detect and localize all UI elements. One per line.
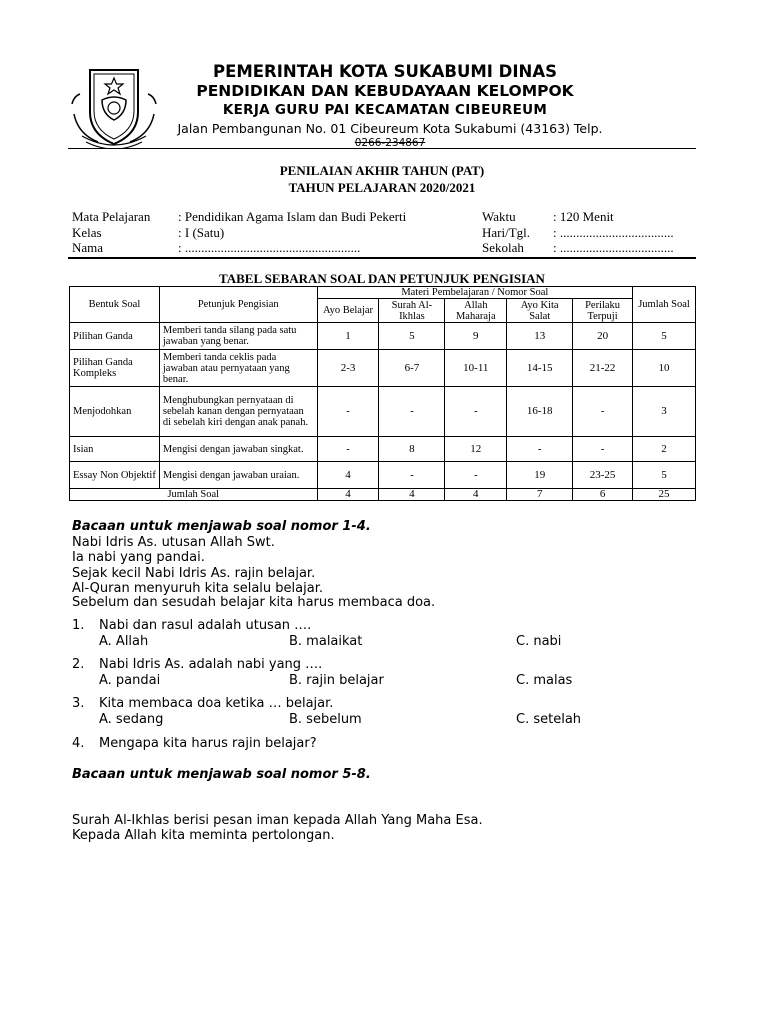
cell-surah-al-ikhlas: - <box>379 462 445 489</box>
reading-1-title: Bacaan untuk menjawab soal nomor 1-4. <box>72 519 371 534</box>
cell-allah-maharaja: - <box>445 387 507 437</box>
header-bentuk-soal: Bentuk Soal <box>70 287 160 323</box>
header-ayo-belajar: Ayo Belajar <box>317 299 379 323</box>
letterhead-divider <box>68 148 696 149</box>
reading-1-line: Ia nabi yang pandai. <box>72 550 205 565</box>
cell-ayo-kita-salat: 16-18 <box>507 387 573 437</box>
letterhead-line-1: PEMERINTAH KOTA SUKABUMI DINAS <box>213 62 557 81</box>
question-1-number: 1. <box>72 618 85 633</box>
header-perilaku-terpuji: Perilaku Terpuji <box>573 299 633 323</box>
cell-perilaku-terpuji: 20 <box>573 323 633 350</box>
reading-1-line: Nabi Idris As. utusan Allah Swt. <box>72 535 275 550</box>
cell-allah-maharaja: 9 <box>445 323 507 350</box>
question-2-option-c[interactable]: C. malas <box>516 673 573 688</box>
header-materi: Materi Pembelajaran / Nomor Soal <box>317 287 632 299</box>
table-title: TABEL SEBARAN SOAL DAN PETUNJUK PENGISIAN <box>219 271 545 286</box>
cell-jumlah: 5 <box>633 462 696 489</box>
cell-ayo-belajar: 2-3 <box>317 350 379 387</box>
cell-ayo-belajar: - <box>317 387 379 437</box>
cell-total-ayo-belajar: 4 <box>317 489 379 501</box>
cell-petunjuk: Menghubungkan pernyataan di sebelah kanan dengan pernyataan di sebelah kiri dengan anak panah. <box>159 387 317 437</box>
cell-jumlah: 10 <box>633 350 696 387</box>
cell-perilaku-terpuji: 23-25 <box>573 462 633 489</box>
cell-surah-al-ikhlas: 8 <box>379 437 445 462</box>
table-row <box>70 462 696 489</box>
name-field[interactable]: : ...................................................... <box>178 240 361 255</box>
cell-bentuk: Pilihan Ganda <box>70 323 160 350</box>
header-surah-al-ikhlas: Surah Al-Ikhlas <box>379 299 445 323</box>
reading-1-line: Sebelum dan sesudah belajar kita harus membaca doa. <box>72 595 436 610</box>
cell-bentuk: Pilihan Ganda Kompleks <box>70 350 160 387</box>
time-value: : 120 Menit <box>553 209 614 224</box>
exam-year: TAHUN PELAJARAN 2020/2021 <box>288 180 476 195</box>
reading-2-title: Bacaan untuk menjawab soal nomor 5-8. <box>72 767 371 782</box>
question-3-text: Kita membaca doa ketika … belajar. <box>99 696 334 711</box>
exam-title: PENILAIAN AKHIR TAHUN (PAT) <box>279 163 485 178</box>
question-1-text: Nabi dan rasul adalah utusan …. <box>99 618 312 633</box>
cell-jumlah: 3 <box>633 387 696 437</box>
cell-total-perilaku-terpuji: 6 <box>573 489 633 501</box>
cell-perilaku-terpuji: - <box>573 387 633 437</box>
question-2-text: Nabi Idris As. adalah nabi yang …. <box>99 657 323 672</box>
question-4-number: 4. <box>72 736 85 751</box>
cell-petunjuk: Mengisi dengan jawaban uraian. <box>159 462 317 489</box>
cell-petunjuk: Memberi tanda ceklis pada jawaban atau pernyataan yang benar. <box>159 350 317 387</box>
letterhead-line-3: KERJA GURU PAI KECAMATAN CIBEUREUM <box>222 102 548 118</box>
cell-allah-maharaja: 12 <box>445 437 507 462</box>
school-label: Sekolah <box>482 240 524 255</box>
cell-total-label: Jumlah Soal <box>70 489 318 501</box>
cell-surah-al-ikhlas: - <box>379 387 445 437</box>
table-total-row <box>70 489 696 501</box>
header-allah-maharaja: Allah Maharaja <box>445 299 507 323</box>
class-label: Kelas <box>72 225 102 240</box>
subject-label: Mata Pelajaran <box>72 209 151 224</box>
question-3-option-b[interactable]: B. sebelum <box>289 712 362 727</box>
cell-total-surah-al-ikhlas: 4 <box>379 489 445 501</box>
cell-jumlah: 2 <box>633 437 696 462</box>
cell-ayo-kita-salat: 13 <box>507 323 573 350</box>
letterhead-phone: 0266-234867 <box>354 137 426 149</box>
table-row <box>70 387 696 437</box>
question-4-text: Mengapa kita harus rajin belajar? <box>99 736 317 751</box>
cell-ayo-belajar: 1 <box>317 323 379 350</box>
table-row <box>70 350 696 387</box>
cell-total-allah-maharaja: 4 <box>445 489 507 501</box>
date-label: Hari/Tgl. <box>482 225 531 240</box>
question-3-number: 3. <box>72 696 85 711</box>
reading-1-line: Al-Quran menyuruh kita selalu belajar. <box>72 581 323 596</box>
cell-total-jumlah: 25 <box>633 489 696 501</box>
cell-allah-maharaja: - <box>445 462 507 489</box>
school-field[interactable]: : ................................... <box>553 240 674 255</box>
question-3-option-c[interactable]: C. setelah <box>516 712 582 727</box>
cell-jumlah: 5 <box>633 323 696 350</box>
cell-allah-maharaja: 10-11 <box>445 350 507 387</box>
question-2-option-a[interactable]: A. pandai <box>99 673 161 688</box>
cell-ayo-kita-salat: - <box>507 437 573 462</box>
distribution-table <box>69 286 696 501</box>
letterhead-line-2: PENDIDIKAN DAN KEBUDAYAAN KELOMPOK <box>196 82 574 100</box>
reading-2-line: Surah Al-Ikhlas berisi pesan iman kepada Allah Yang Maha Esa. <box>72 813 483 828</box>
header-jumlah-soal: Jumlah Soal <box>633 287 696 323</box>
date-field[interactable]: : ................................... <box>553 225 674 240</box>
question-3-option-a[interactable]: A. sedang <box>99 712 164 727</box>
name-label: Nama <box>72 240 104 255</box>
letterhead-address: Jalan Pembangunan No. 01 Cibeureum Kota Sukabumi (43163) Telp. <box>177 121 603 136</box>
cell-bentuk: Isian <box>70 437 160 462</box>
header-ayo-kita-salat: Ayo Kita Salat <box>507 299 573 323</box>
identity-divider <box>68 257 696 259</box>
table-row <box>70 323 696 350</box>
reading-2-line: Kepada Allah kita meminta pertolongan. <box>72 828 335 843</box>
cell-ayo-belajar: - <box>317 437 379 462</box>
cell-bentuk: Essay Non Objektif <box>70 462 160 489</box>
question-2-number: 2. <box>72 657 85 672</box>
cell-surah-al-ikhlas: 6-7 <box>379 350 445 387</box>
cell-ayo-kita-salat: 19 <box>507 462 573 489</box>
time-label: Waktu <box>482 209 516 224</box>
cell-ayo-kita-salat: 14-15 <box>507 350 573 387</box>
cell-perilaku-terpuji: 21-22 <box>573 350 633 387</box>
cell-petunjuk: Memberi tanda silang pada satu jawaban yang benar. <box>159 323 317 350</box>
header-petunjuk: Petunjuk Pengisian <box>159 287 317 323</box>
cell-bentuk: Menjodohkan <box>70 387 160 437</box>
cell-surah-al-ikhlas: 5 <box>379 323 445 350</box>
cell-total-ayo-kita-salat: 7 <box>507 489 573 501</box>
cell-petunjuk: Mengisi dengan jawaban singkat. <box>159 437 317 462</box>
table-row <box>70 437 696 462</box>
cell-ayo-belajar: 4 <box>317 462 379 489</box>
question-2-option-b[interactable]: B. rajin belajar <box>289 673 384 688</box>
reading-1-line: Sejak kecil Nabi Idris As. rajin belajar. <box>72 566 316 581</box>
question-1-option-b[interactable]: B. malaikat <box>289 634 363 649</box>
cell-perilaku-terpuji: - <box>573 437 633 462</box>
subject-value: : Pendidikan Agama Islam dan Budi Pekerti <box>178 209 407 224</box>
question-1-option-a[interactable]: A. Allah <box>99 634 149 649</box>
question-1-option-c[interactable]: C. nabi <box>516 634 562 649</box>
class-value: : I (Satu) <box>178 225 225 240</box>
